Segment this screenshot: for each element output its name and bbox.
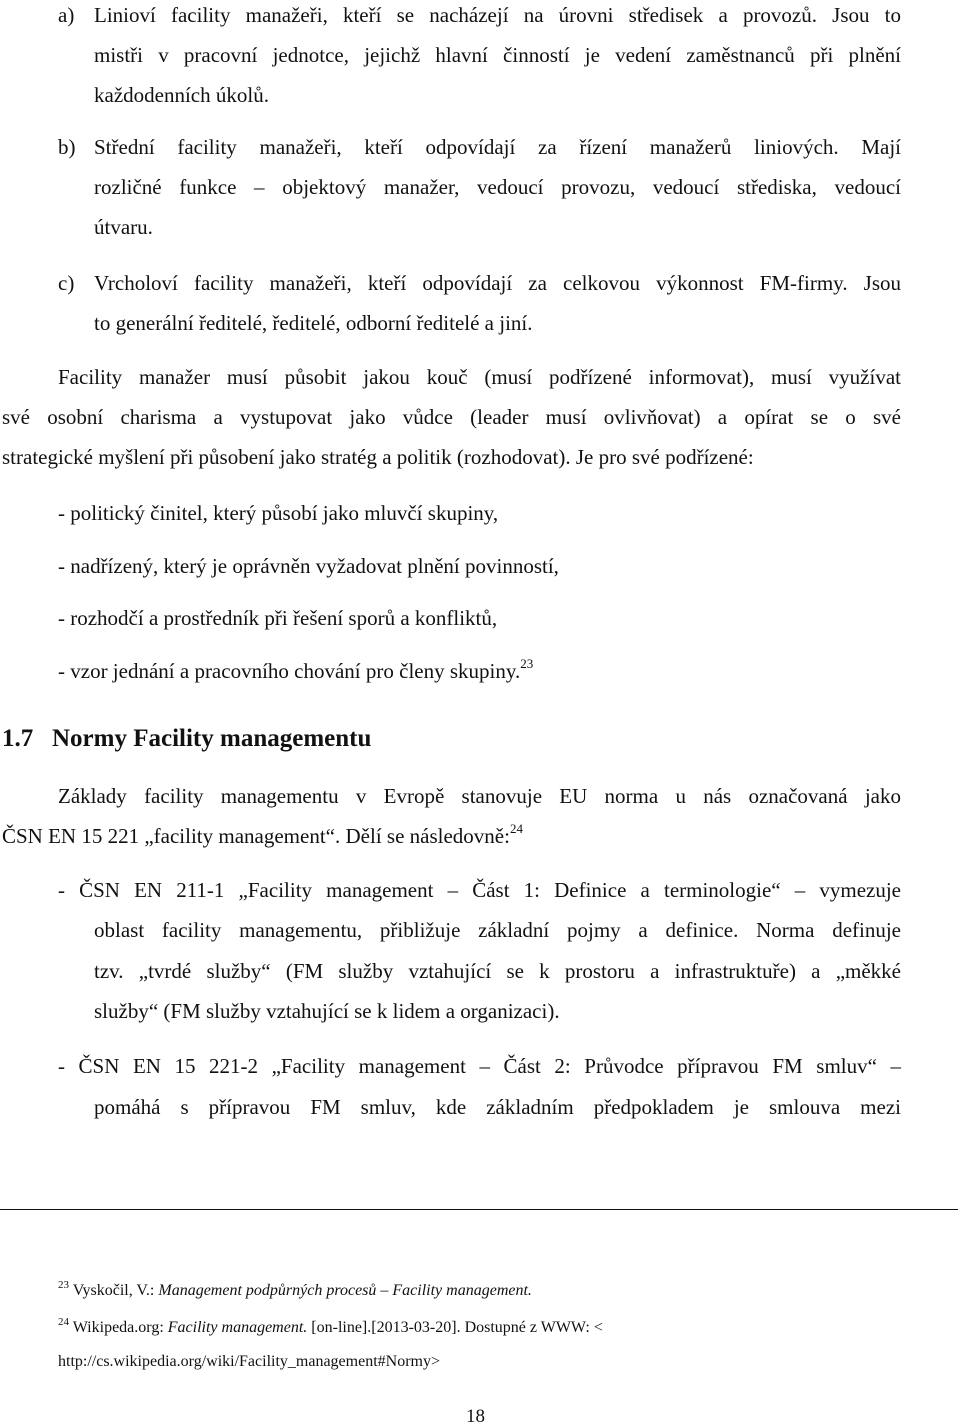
list-item-a-line: Linioví facility manažeři, kteří se nacházejí na úrovni středisek a provozů. Jsou to [94,3,901,27]
footnote-title: Management podpůrných procesů – Facility management. [158,1282,532,1299]
role-list-item-text: - vzor jednání a pracovního chování pro členy skupiny. [58,659,521,683]
list-item-b-line: Střední facility manažeři, kteří odpovídají za řízení manažerů liniových. Mají [94,135,901,159]
footnote-author: Vyskočil, V.: [72,1282,159,1299]
paragraph-line: Základy facility managementu v Evropě stanovuje EU norma u nás označovaná jako [58,784,901,808]
footnote-separator [0,1209,958,1210]
role-list-item: - rozhodčí a prostředník při řešení sporů a konfliktů, [58,606,498,630]
section-number: 1.7 [2,725,34,752]
norm-line: služby“ (FM služby vztahující se k lidem a organizaci). [94,999,560,1023]
list-marker: c) [58,271,75,295]
role-list-item [58,658,533,687]
norm-line: tzv. „tvrdé služby“ (FM služby vztahující se k prostoru a infrastruktuře) a „měkké [94,959,901,983]
footnote-ref-24[interactable]: 24 [509,821,523,836]
list-item-b-line: útvaru. [94,215,153,239]
norm-line: - ČSN EN 15 221-2 „Facility management – Část 2: Průvodce přípravou FM smluv“ – [58,1054,901,1078]
footnote-details: [on-line].[2013-03-20]. Dostupné z WWW: < [307,1319,603,1336]
paragraph-line [2,823,523,852]
role-list-item: - nadřízený, který je oprávněn vyžadovat plnění povinností, [58,554,559,578]
page-number: 18 [466,1406,485,1427]
list-item-b-line: rozličné funkce – objektový manažer, vedoucí provozu, vedoucí střediska, vedoucí [94,175,901,199]
norm-line: pomáhá s přípravou FM smluv, kde základním předpokladem je smlouva mezi [94,1095,901,1119]
footnote-number: 24 [58,1316,69,1328]
list-item-a-line: každodenních úkolů. [94,83,269,107]
norm-line: oblast facility managementu, přibližuje základní pojmy a definice. Norma definuje [94,918,901,942]
list-item-a-line: mistři v pracovní jednotce, jejichž hlavní činností je vedení zaměstnanců při plnění [94,43,901,67]
section-heading [2,724,371,754]
section-title: Normy Facility managementu [52,725,372,752]
paragraph-line: Facility manažer musí působit jakou kouč (musí podřízené informovat), musí využívat [58,365,901,389]
footnote-23 [58,1281,532,1302]
list-marker: a) [58,3,75,27]
footnote-ref-23[interactable]: 23 [520,656,534,671]
paragraph-line-text: ČSN EN 15 221 „facility management“. Dělí se následovně: [2,824,510,848]
role-list-item: - politický činitel, který působí jako mluvčí skupiny, [58,501,499,525]
paragraph-line: strategické myšlení při působení jako stratég a politik (rozhodovat). Je pro své podřízené: [2,445,754,469]
footnote-url[interactable]: http://cs.wikipedia.org/wiki/Facility_management#Normy> [58,1353,440,1370]
list-marker: b) [58,135,76,159]
list-item-c-line: to generální ředitelé, ředitelé, odborní ředitelé a jiní. [94,311,533,335]
footnote-site: Wikipeda.org: [72,1319,168,1336]
footnote-title: Facility management. [167,1319,308,1336]
paragraph-line: své osobní charisma a vystupovat jako vůdce (leader musí ovlivňovat) a opírat se o své [2,405,901,429]
footnote-number: 23 [58,1279,69,1291]
list-item-c-line: Vrcholoví facility manažeři, kteří odpovídají za celkovou výkonnost FM-firmy. Jsou [94,271,901,295]
norm-line: - ČSN EN 211-1 „Facility management – Část 1: Definice a terminologie“ – vymezuje [58,878,901,902]
footnote-24 [58,1318,603,1339]
